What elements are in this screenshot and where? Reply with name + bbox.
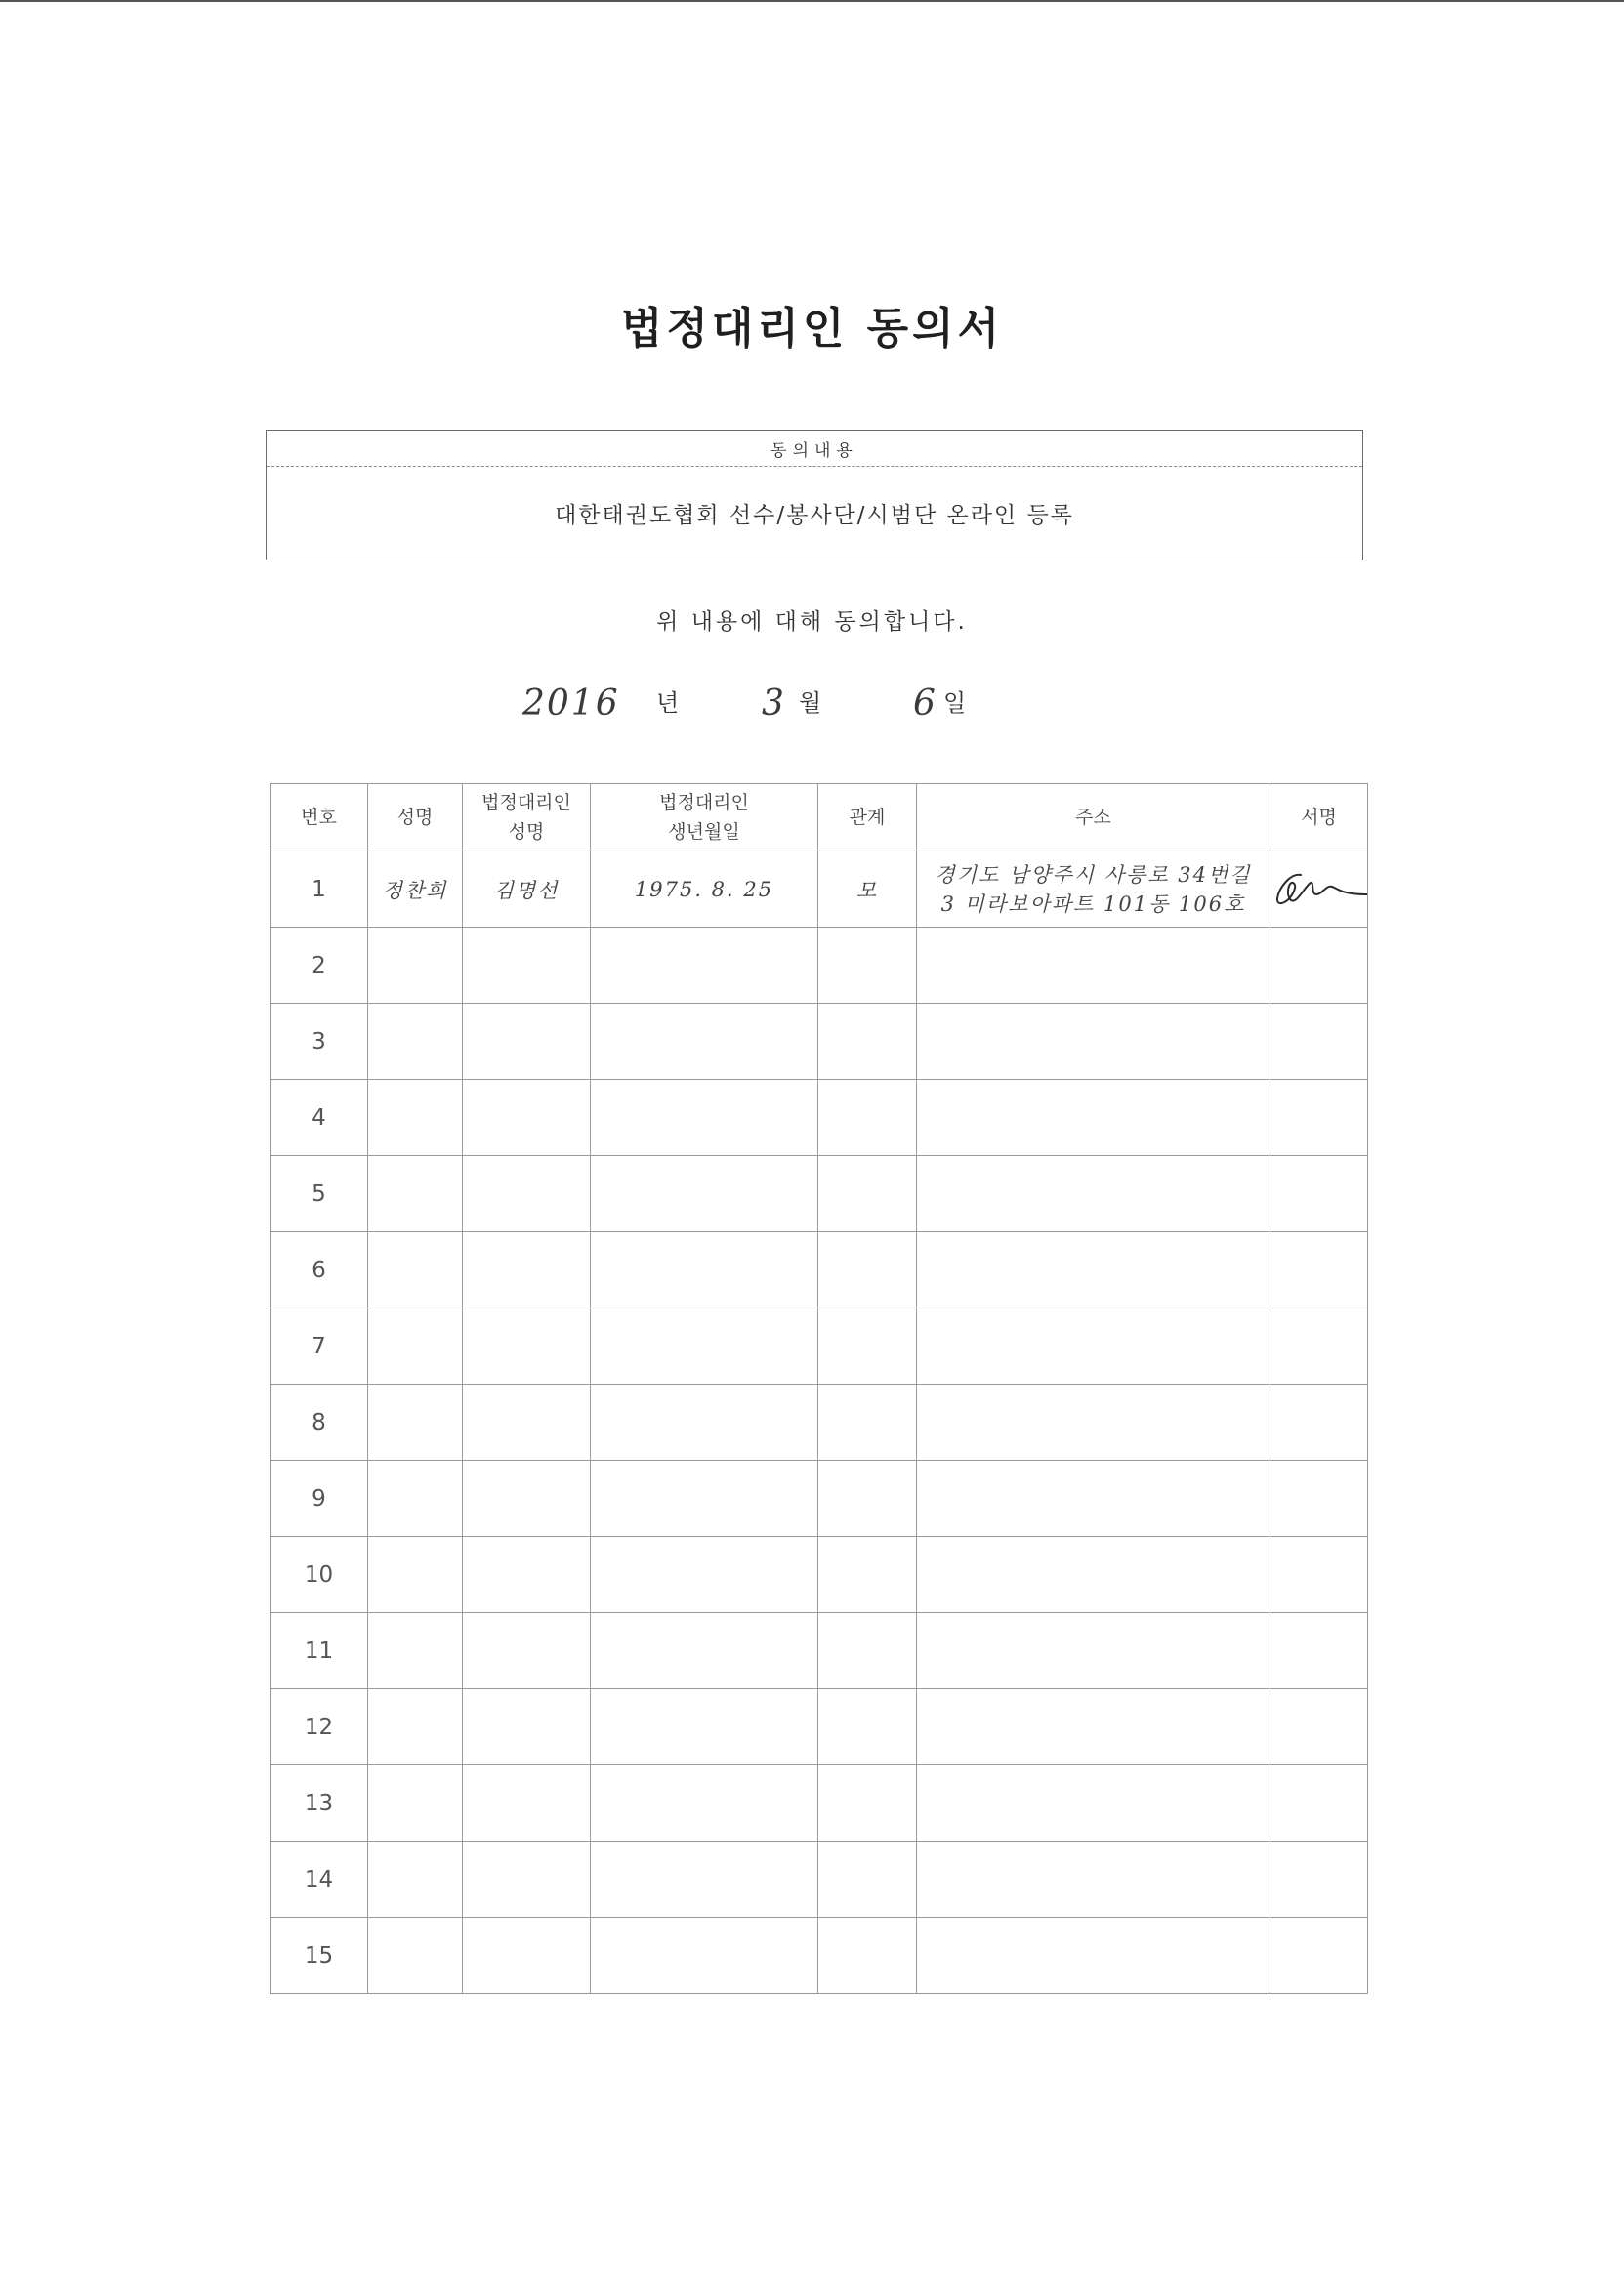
row-name [368, 1308, 463, 1385]
row-relation [818, 1537, 917, 1613]
row-name [368, 1689, 463, 1765]
row-relation [818, 1080, 917, 1156]
row-relation [818, 1308, 917, 1385]
consent-body: 대한태권도협회 선수/봉사단/시범단 온라인 등록 [555, 503, 1074, 528]
row-name [368, 1918, 463, 1994]
row-number: 4 [271, 1080, 368, 1156]
header-guardian-name-line1: 법정대리인 [481, 792, 571, 813]
date-year-label: 년 [656, 689, 680, 717]
row-name [368, 1765, 463, 1842]
row-relation [818, 928, 917, 1004]
consent-box [266, 430, 1363, 560]
row-address [917, 1004, 1270, 1080]
row-address-line1: 경기도 남양주시 사릉로 34번길 [935, 862, 1252, 887]
row-signature [1270, 1385, 1368, 1461]
row-guardian-birth [591, 1765, 818, 1842]
row-relation [818, 1232, 917, 1308]
row-signature [1270, 928, 1368, 1004]
table-row [271, 1765, 1368, 1842]
row-number: 12 [271, 1689, 368, 1765]
row-guardian-name [463, 1765, 591, 1842]
row-name [368, 1537, 463, 1613]
table-row [271, 1156, 1368, 1232]
row-guardian-birth [591, 1689, 818, 1765]
row-number: 8 [271, 1385, 368, 1461]
table-row [271, 1461, 1368, 1537]
row-relation [818, 1765, 917, 1842]
row-signature [1270, 851, 1368, 928]
row-guardian-name [463, 1537, 591, 1613]
header-name: 성명 [368, 784, 463, 851]
row-guardian-name [463, 1689, 591, 1765]
row-signature [1270, 1842, 1368, 1918]
row-name [368, 1385, 463, 1461]
row-guardian-name [463, 1461, 591, 1537]
row-signature [1270, 1765, 1368, 1842]
row-signature [1270, 1537, 1368, 1613]
guardian-roster-table [270, 783, 1368, 1994]
row-guardian-birth [591, 1232, 818, 1308]
table-row [271, 1918, 1368, 1994]
row-signature [1270, 1080, 1368, 1156]
row-relation [818, 1842, 917, 1918]
row-name [368, 1232, 463, 1308]
row-signature [1270, 1461, 1368, 1537]
date-month: 3 [762, 684, 786, 724]
row-signature [1270, 1308, 1368, 1385]
row-guardian-name [463, 928, 591, 1004]
header-address: 주소 [917, 784, 1270, 851]
row-relation [818, 1613, 917, 1689]
agreement-statement: 위 내용에 대해 동의합니다. [656, 609, 968, 635]
row-address [917, 1842, 1270, 1918]
date-year: 2016 [522, 684, 620, 724]
row-address-line2: 3 미라보아파트 101동 106호 [940, 892, 1246, 916]
date-month-label: 월 [799, 689, 822, 717]
row-guardian-birth [591, 1842, 818, 1918]
row-signature [1270, 1689, 1368, 1765]
row-guardian-name [463, 1004, 591, 1080]
row-address [917, 1613, 1270, 1689]
header-guardian-name-line2: 성명 [508, 821, 545, 843]
row-address [917, 1385, 1270, 1461]
table-row [271, 928, 1368, 1004]
row-guardian-birth [591, 1080, 818, 1156]
row-number: 6 [271, 1232, 368, 1308]
row-address [917, 928, 1270, 1004]
page-top-rule [0, 0, 1624, 2]
row-address [917, 1461, 1270, 1537]
row-name [368, 1461, 463, 1537]
table-header-row [271, 784, 1368, 851]
header-guardian-birth-line1: 법정대리인 [659, 792, 749, 813]
row-address [917, 1765, 1270, 1842]
row-guardian-birth [591, 928, 818, 1004]
table-row [271, 1004, 1368, 1080]
row-guardian-name [463, 1308, 591, 1385]
row-relation [818, 1918, 917, 1994]
row-address [917, 1918, 1270, 1994]
row-relation [818, 1004, 917, 1080]
row-signature [1270, 1613, 1368, 1689]
header-signature: 서명 [1270, 784, 1368, 851]
row-number: 5 [271, 1156, 368, 1232]
row-address [917, 1080, 1270, 1156]
handwritten-signature-icon [1271, 865, 1367, 914]
row-address [917, 1537, 1270, 1613]
table-row [271, 1613, 1368, 1689]
row-relation: 모 [818, 851, 917, 928]
table-row [271, 1308, 1368, 1385]
row-guardian-birth [591, 1461, 818, 1537]
header-relation: 관계 [818, 784, 917, 851]
row-number: 11 [271, 1613, 368, 1689]
row-relation [818, 1385, 917, 1461]
row-guardian-birth [591, 1537, 818, 1613]
table-row [271, 1689, 1368, 1765]
table-row [271, 1842, 1368, 1918]
row-number: 10 [271, 1537, 368, 1613]
document-title: 법정대리인 동의서 [620, 304, 1004, 353]
date-day: 6 [913, 684, 937, 724]
row-guardian-birth [591, 1613, 818, 1689]
table-row [271, 851, 1368, 928]
row-number: 14 [271, 1842, 368, 1918]
row-guardian-birth [591, 1385, 818, 1461]
row-name: 정찬희 [368, 851, 463, 928]
row-address [917, 1156, 1270, 1232]
row-name [368, 1004, 463, 1080]
row-guardian-name: 김명선 [463, 851, 591, 928]
table-row [271, 1232, 1368, 1308]
row-guardian-birth [591, 1918, 818, 1994]
table-row [271, 1385, 1368, 1461]
row-guardian-birth: 1975. 8. 25 [591, 851, 818, 928]
row-relation [818, 1461, 917, 1537]
row-address [917, 851, 1270, 928]
row-guardian-name [463, 1842, 591, 1918]
header-guardian-name [463, 784, 591, 851]
date-day-label: 일 [943, 689, 967, 717]
row-guardian-name [463, 1232, 591, 1308]
row-name [368, 1842, 463, 1918]
table-row [271, 1537, 1368, 1613]
row-address [917, 1232, 1270, 1308]
row-address [917, 1308, 1270, 1385]
row-name [368, 1156, 463, 1232]
row-relation [818, 1689, 917, 1765]
row-guardian-name [463, 1156, 591, 1232]
header-number: 번호 [271, 784, 368, 851]
row-number: 2 [271, 928, 368, 1004]
row-signature [1270, 1918, 1368, 1994]
consent-header: 동의내용 [267, 431, 1362, 467]
row-number: 7 [271, 1308, 368, 1385]
row-number: 9 [271, 1461, 368, 1537]
row-signature [1270, 1232, 1368, 1308]
row-guardian-name [463, 1613, 591, 1689]
row-signature [1270, 1004, 1368, 1080]
row-relation [818, 1156, 917, 1232]
row-guardian-birth [591, 1156, 818, 1232]
row-guardian-name [463, 1918, 591, 1994]
row-number: 1 [271, 851, 368, 928]
header-guardian-birth-line2: 생년월일 [668, 821, 740, 843]
header-guardian-birth [591, 784, 818, 851]
row-signature [1270, 1156, 1368, 1232]
row-guardian-birth [591, 1308, 818, 1385]
row-name [368, 1080, 463, 1156]
row-name [368, 1613, 463, 1689]
row-number: 3 [271, 1004, 368, 1080]
row-guardian-name [463, 1385, 591, 1461]
table-row [271, 1080, 1368, 1156]
row-name [368, 928, 463, 1004]
row-guardian-birth [591, 1004, 818, 1080]
row-number: 13 [271, 1765, 368, 1842]
row-guardian-name [463, 1080, 591, 1156]
row-number: 15 [271, 1918, 368, 1994]
row-address [917, 1689, 1270, 1765]
